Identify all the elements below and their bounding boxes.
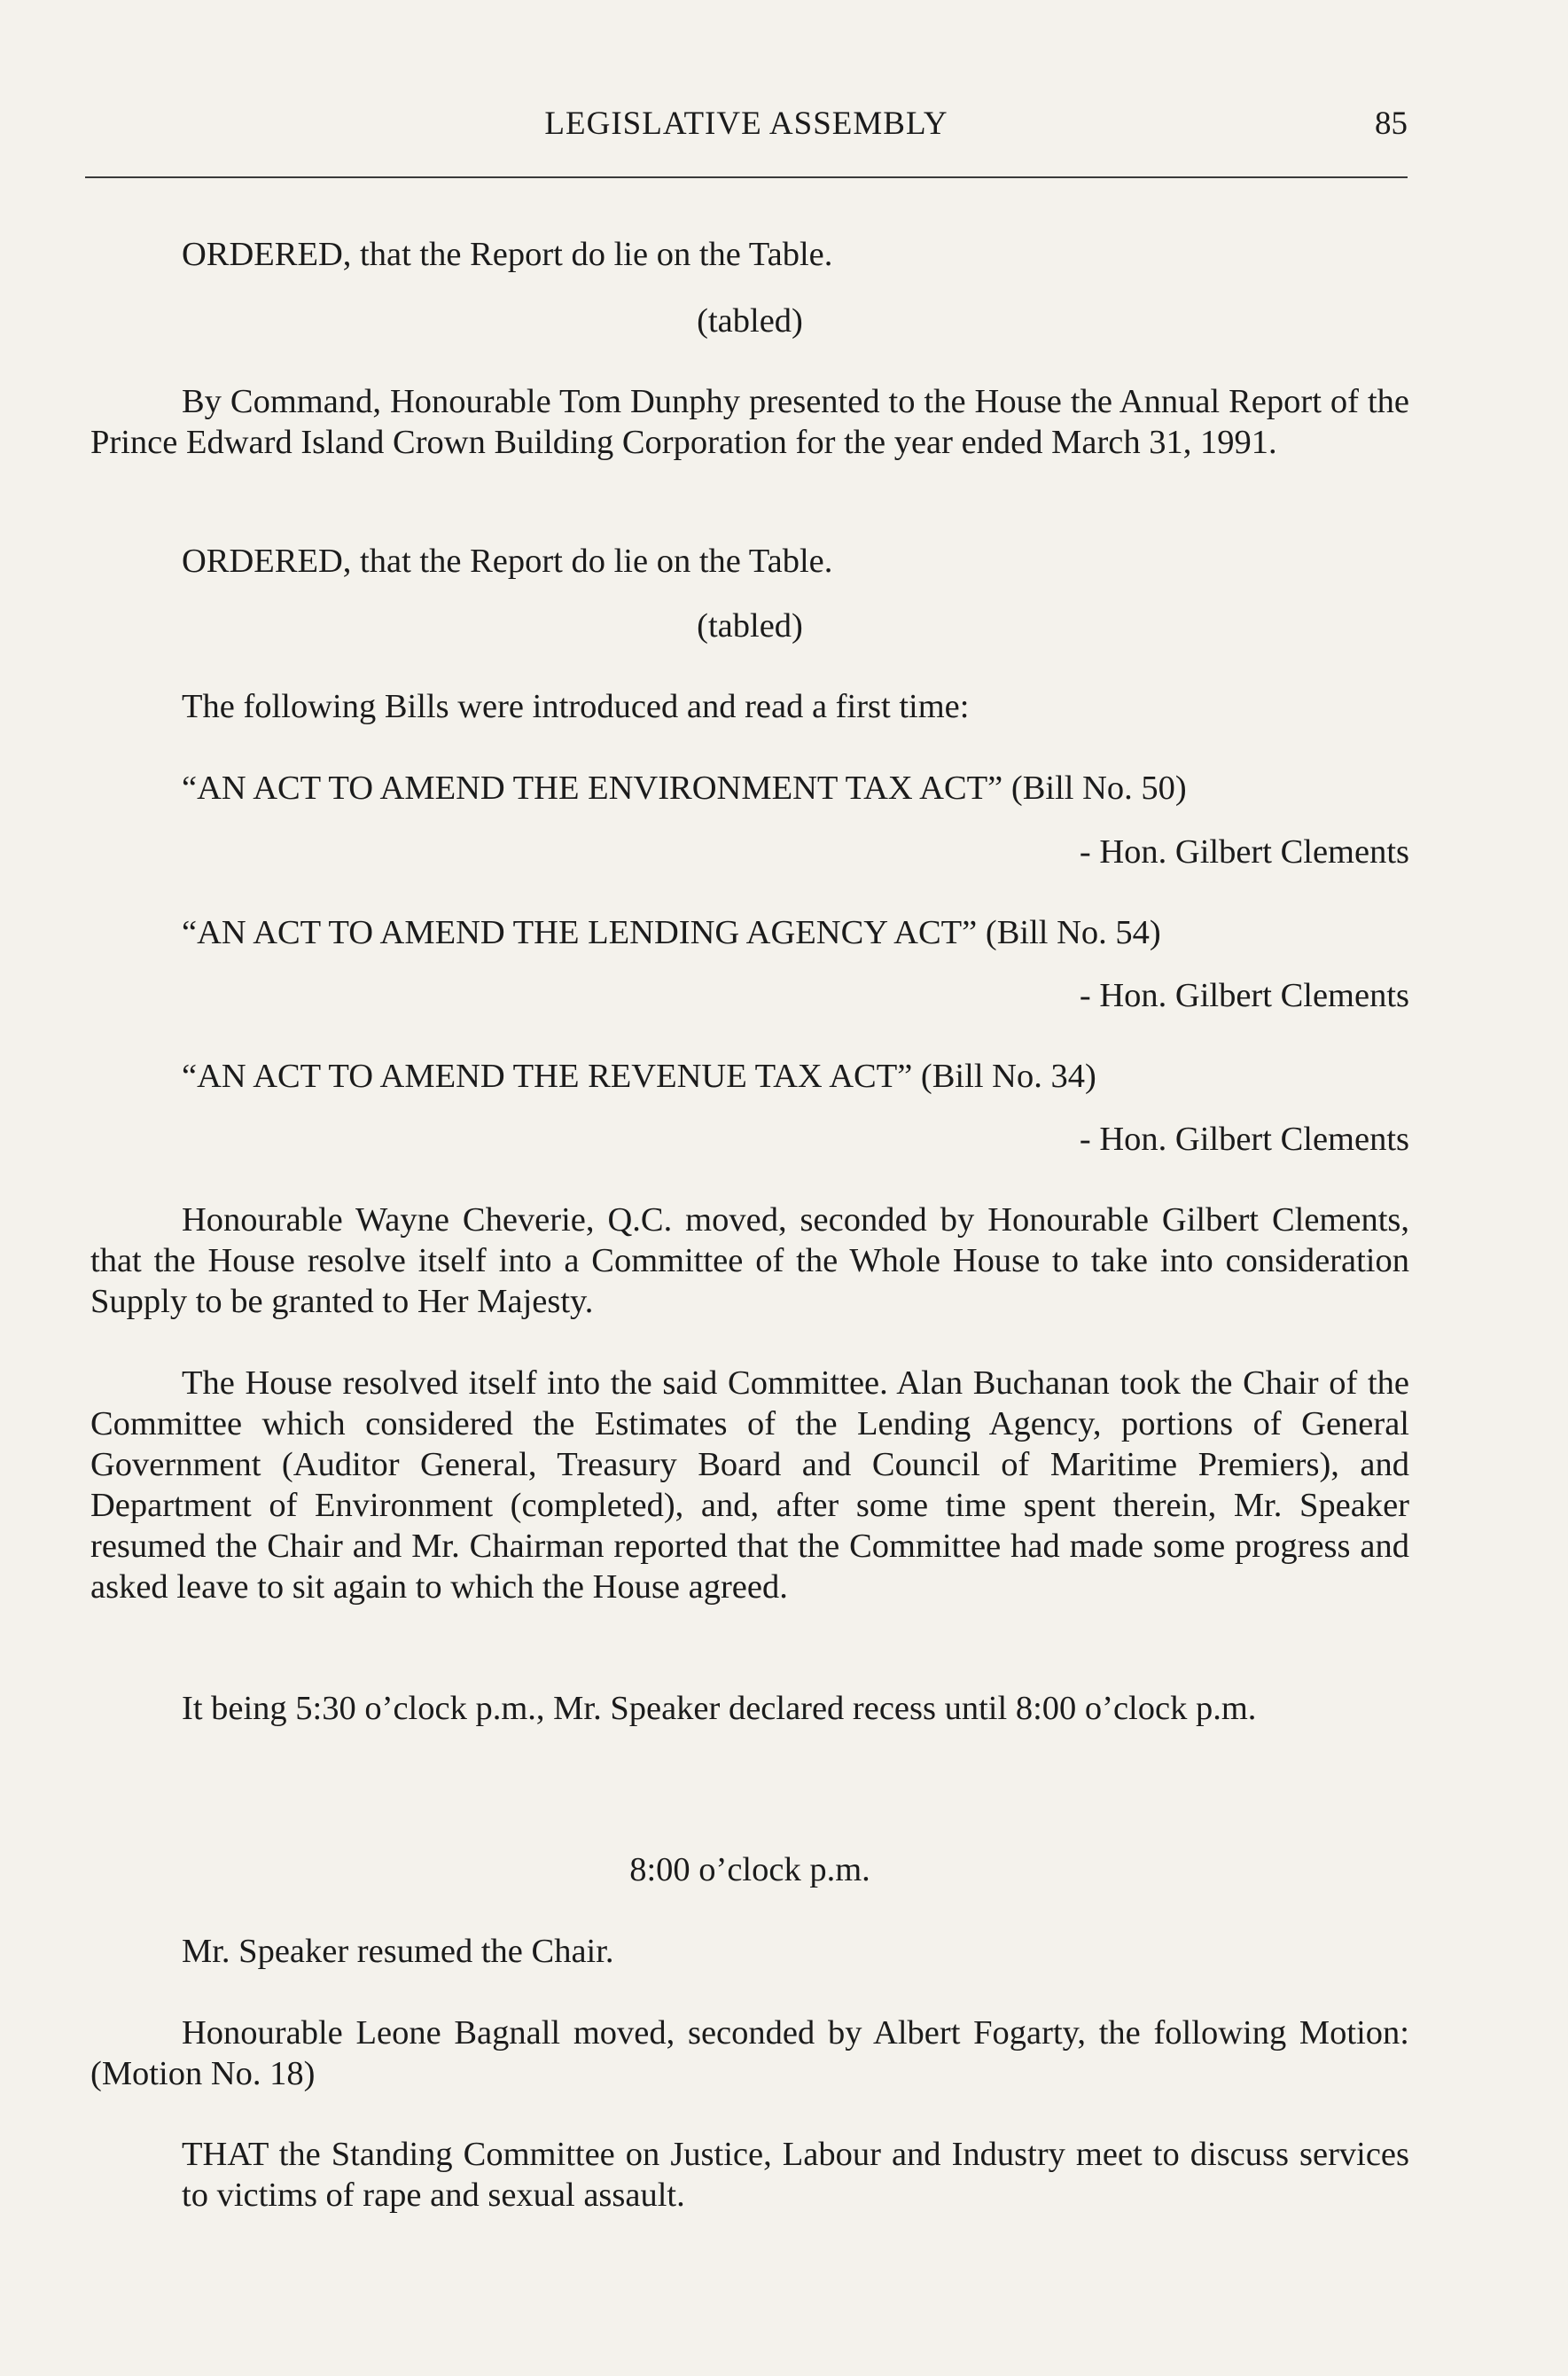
bill-title: “AN ACT TO AMEND THE ENVIRONMENT TAX ACT” (Bill No. 50) [182, 770, 1187, 807]
ordered-paragraph-1: ORDERED, that the Report do lie on the Table. [182, 236, 833, 273]
by-command-paragraph: By Command, Honourable Tom Dunphy presented to the House the Annual Report of the Prince Edward Island Crown Building Corporation for the year ended March 31, 1991. [90, 383, 1409, 461]
bill-sponsor: - Hon. Gilbert Clements [1079, 977, 1409, 1014]
speaker-resumed-paragraph: Mr. Speaker resumed the Chair. [182, 1933, 614, 1970]
tabled-note-2: (tabled) [697, 607, 803, 645]
bills-intro: The following Bills were introduced and read a first time: [182, 688, 970, 725]
running-head: LEGISLATIVE ASSEMBLY [544, 106, 948, 142]
tabled-note-1: (tabled) [697, 302, 803, 340]
page-number: 85 [1375, 106, 1408, 142]
bill-title: “AN ACT TO AMEND THE REVENUE TAX ACT” (Bill No. 34) [182, 1058, 1096, 1095]
committee-paragraph: The House resolved itself into the said Committee. Alan Buchanan took the Chair of the Committee which considered the Estimates of the Lending Agency, portions of General Government (Auditor General, Treasury Board and Council of Maritime Premiers), and Department of Environment (completed), and, after some time spent therein, Mr. Speaker resumed the Chair and Mr. Chairman reported that the Committee had made some progress and asked leave to sit again to which the House agreed. [90, 1364, 1409, 1606]
recess-paragraph: It being 5:30 o’clock p.m., Mr. Speaker declared recess until 8:00 o’clock p.m. [182, 1690, 1257, 1727]
motion-text-paragraph: THAT the Standing Committee on Justice, Labour and Industry meet to discuss services to victims of rape and sexual assault. [182, 2136, 1409, 2214]
supply-motion-paragraph: Honourable Wayne Cheverie, Q.C. moved, seconded by Honourable Gilbert Clements, that the House resolve itself into a Committee of the Whole House to take into consideration Supply to be granted to Her Majesty. [90, 1201, 1409, 1320]
bill-sponsor: - Hon. Gilbert Clements [1079, 1121, 1409, 1158]
evening-session-time: 8:00 o’clock p.m. [629, 1851, 870, 1888]
bill-title: “AN ACT TO AMEND THE LENDING AGENCY ACT” (Bill No. 54) [182, 914, 1161, 951]
page-header [85, 105, 1408, 151]
header-rule [85, 176, 1408, 178]
ordered-paragraph-2: ORDERED, that the Report do lie on the Table. [182, 543, 833, 580]
bill-sponsor: - Hon. Gilbert Clements [1079, 833, 1409, 871]
motion-intro-paragraph: Honourable Leone Bagnall moved, seconded by Albert Fogarty, the following Motion: (Motion No. 18) [90, 2014, 1409, 2092]
